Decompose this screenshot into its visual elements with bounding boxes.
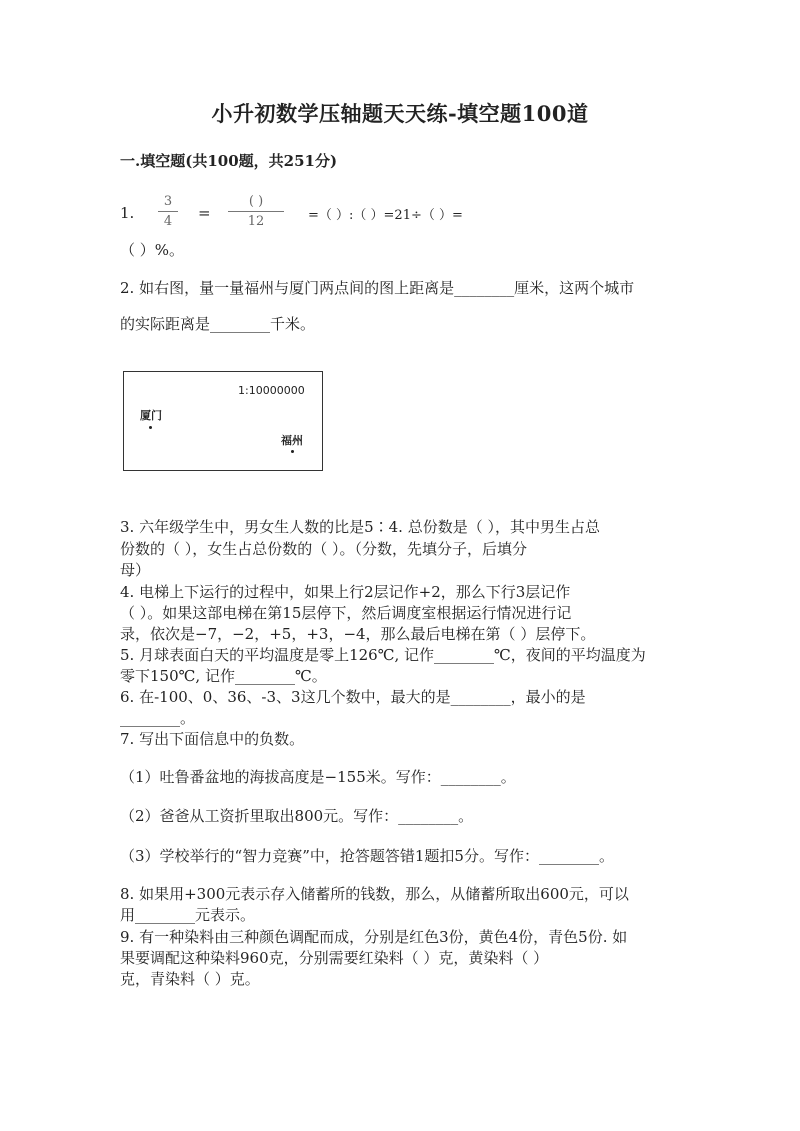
city-label-fuzhou: 福州 <box>281 434 303 447</box>
equals-sign: = <box>198 204 211 222</box>
question-9-line-1: 9. 有一种染料由三种颜色调配而成，分别是红色3份，黄色4份，青色5份. 如 <box>120 928 628 946</box>
fraction-blank-12 <box>228 194 284 229</box>
question-2-line-2: 的实际距离是________千米。 <box>120 315 316 333</box>
map-figure <box>123 371 323 471</box>
question-7-line-1: 7. 写出下面信息中的负数。 <box>120 730 305 748</box>
question-7-sub-2: （2）爸爸从工资折里取出800元。写作：________。 <box>120 807 474 825</box>
fraction-bar <box>228 211 284 212</box>
question-9-line-3: 克，青染料（ ）克。 <box>120 970 260 988</box>
question-3-line-1: 3. 六年级学生中，男女生人数的比是5∶4. 总份数是（ ），其中男生占总 <box>120 518 600 536</box>
question-5-line-2: 零下150℃, 记作________℃。 <box>120 667 327 685</box>
question-5-line-1: 5. 月球表面白天的平均温度是零上126℃, 记作________℃，夜间的平均温度为 <box>120 646 646 664</box>
question-3-line-2: 份数的（ ），女生占总份数的（ ）。（分数，先填分子，后填分 <box>120 540 528 558</box>
question-1-rest: =（ ）:（ ）=21÷（ ）= <box>308 208 463 223</box>
fraction-numerator: ( ) <box>248 194 264 209</box>
question-4-line-1: 4. 电梯上下运行的过程中，如果上行2层记作+2，那么下行3层记作 <box>120 583 571 601</box>
fraction-bar <box>158 211 178 212</box>
question-3-line-3: 母） <box>120 561 151 579</box>
question-6-line-1: 6. 在-100、0、36、-3、3这几个数中，最大的是________，最小的是 <box>120 688 586 706</box>
question-1 <box>120 194 680 234</box>
xiamen-point-marker <box>149 426 152 429</box>
question-4-line-2: （ ）。如果这部电梯在第15层停下，然后调度室根据运行情况进行记 <box>120 604 572 622</box>
question-8-line-2: 用________元表示。 <box>120 906 256 924</box>
question-1-number: 1. <box>120 204 135 222</box>
city-label-xiamen: 厦门 <box>140 409 162 422</box>
question-9-line-2: 果要调配这种染料960克，分别需要红染料（ ）克，黄染料（ ） <box>120 949 549 967</box>
question-4-line-3: 录，依次是−7，−2，+5，+3，−4，那么最后电梯在第（ ）层停下。 <box>120 625 596 643</box>
fraction-3-4 <box>158 194 178 229</box>
fraction-numerator: 3 <box>163 194 173 209</box>
question-7-sub-1: （1）吐鲁番盆地的海拔高度是−155米。写作：________。 <box>120 768 516 786</box>
question-1-line-2: （ ）%。 <box>120 241 185 259</box>
question-7-sub-3: （3）学校举行的“智力竞赛”中，抢答题答错1题扣5分。写作：________。 <box>120 847 614 865</box>
map-scale: 1:10000000 <box>238 384 305 397</box>
fuzhou-point-marker <box>291 450 294 453</box>
section-heading: 一.填空题(共100题，共251分) <box>120 152 338 170</box>
fraction-denominator: 4 <box>163 214 173 229</box>
question-6-line-2: ________。 <box>120 709 196 727</box>
question-8-line-1: 8. 如果用+300元表示存入储蓄所的钱数，那么，从储蓄所取出600元，可以 <box>120 885 629 903</box>
page-title: 小升初数学压轴题天天练-填空题100道 <box>211 101 589 126</box>
fraction-denominator: 12 <box>247 214 265 229</box>
question-2-line-1: 2. 如右图，量一量福州与厦门两点间的图上距离是________厘米，这两个城市 <box>120 279 635 297</box>
